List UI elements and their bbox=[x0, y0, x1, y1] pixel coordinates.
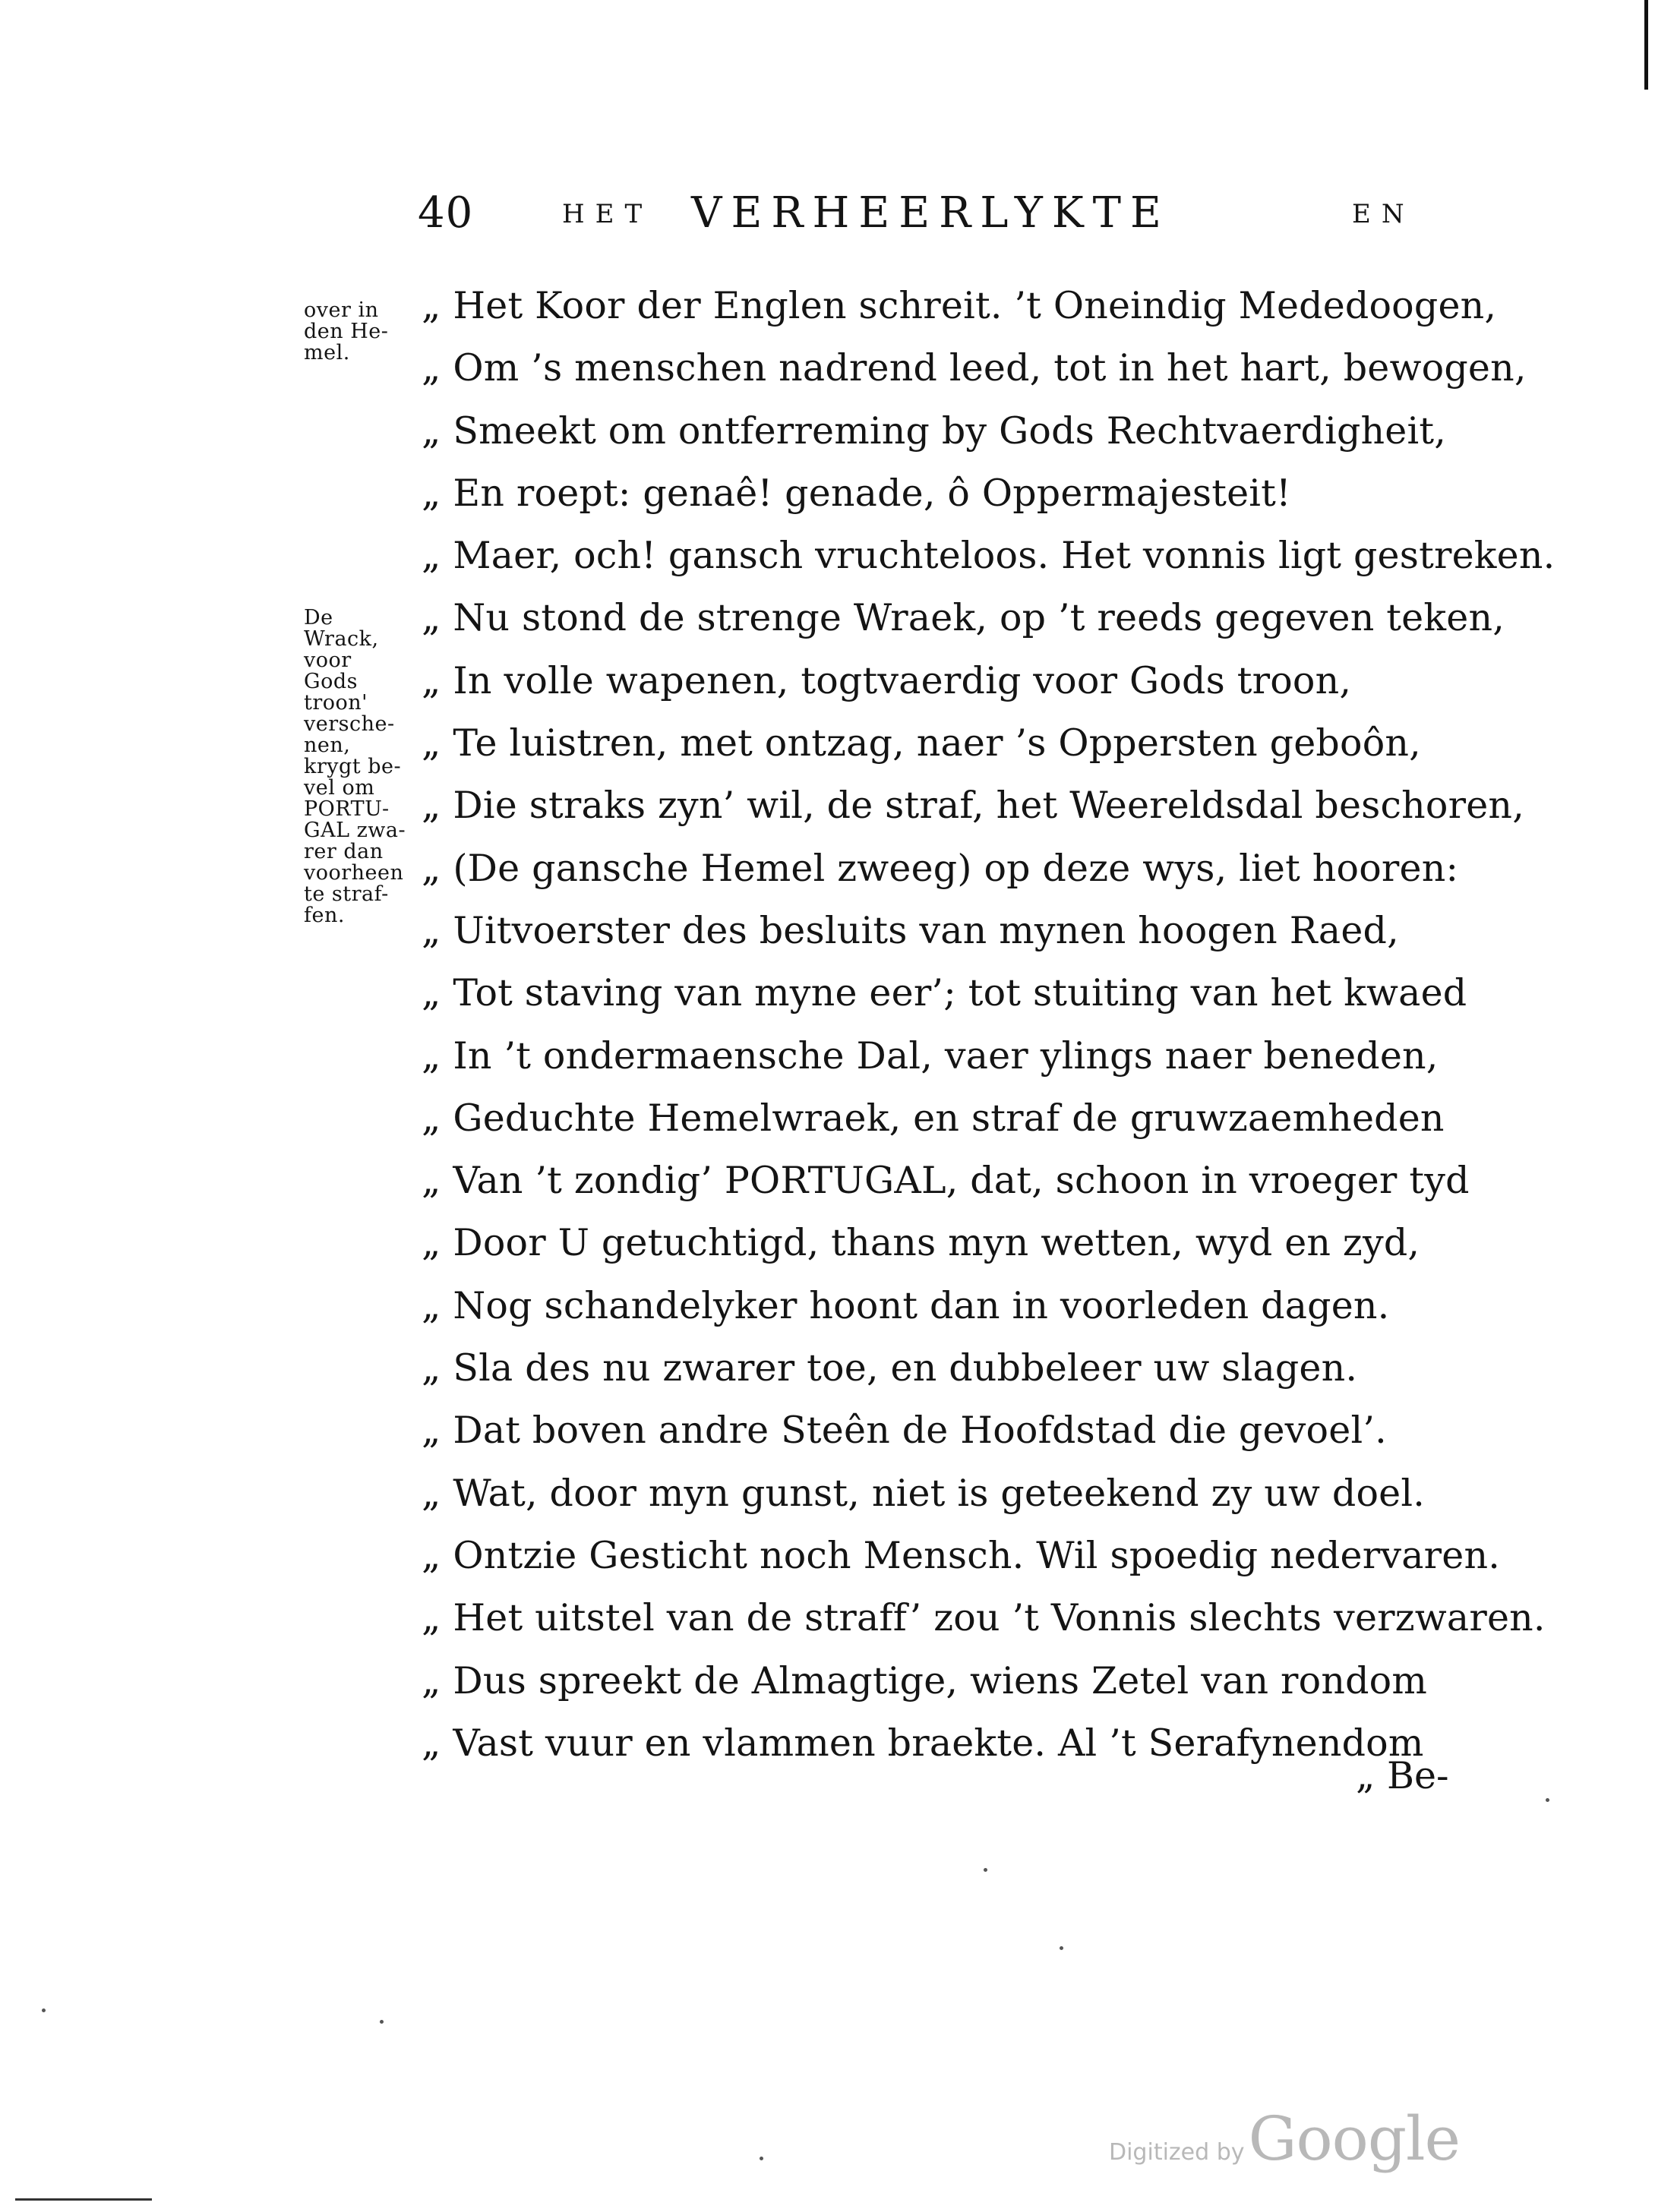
verse-line: „ Nog schandelyker hoont dan in voorleden dagen. bbox=[422, 1283, 1390, 1327]
verse-line: „ In ’t ondermaensche Dal, vaer ylings naer beneden, bbox=[422, 1033, 1439, 1078]
verse-line: „ En roept: genaê! genade, ô Oppermajesteit! bbox=[422, 471, 1291, 515]
verse-line: „ Vast vuur en vlammen braekte. Al ’t Serafynendom bbox=[422, 1721, 1424, 1765]
margin-note-heaven bbox=[304, 300, 410, 364]
ink-speck bbox=[760, 2157, 763, 2160]
running-header bbox=[418, 188, 1481, 257]
verse-line: „ Door U getuchtigd, thans myn wetten, wyd en zyd, bbox=[422, 1221, 1420, 1265]
header-title-prefix: HET bbox=[562, 199, 653, 229]
ink-speck bbox=[380, 2020, 384, 2024]
ink-speck bbox=[984, 1868, 987, 1872]
catchword: „ Be- bbox=[1356, 1754, 1449, 1797]
verse-line: „ Die straks zyn’ wil, de straf, het Weereldsdal beschoren, bbox=[422, 784, 1524, 828]
verse-line: „ Van ’t zondig’ PORTUGAL, dat, schoon in vroeger tyd bbox=[422, 1159, 1470, 1203]
margin-note-line: De bbox=[304, 606, 333, 630]
verse-line: „ Dat boven andre Steên de Hoofdstad die gevoel’. bbox=[422, 1409, 1387, 1453]
verse-line: „ Tot staving van myne eer’; tot stuiting van het kwaed bbox=[422, 971, 1467, 1015]
verse-line: „ Uitvoerster des besluits van mynen hoogen Raed, bbox=[422, 908, 1399, 952]
verse-line: „ Te luistren, met ontzag, naer ’s Oppersten geboôn, bbox=[422, 721, 1421, 765]
margin-note-line: versche- bbox=[304, 712, 395, 736]
scan-edge-line bbox=[15, 2198, 152, 2201]
verse-line: „ Dus spreekt de Almagtige, wiens Zetel van rondom bbox=[422, 1658, 1428, 1702]
verse-line: „ Wat, door myn gunst, niet is geteekend zy uw doel. bbox=[422, 1471, 1426, 1515]
margin-note-line: fen. bbox=[304, 904, 345, 927]
page-number: 40 bbox=[418, 188, 474, 238]
header-title-main: VERHEERLYKTE bbox=[691, 188, 1170, 238]
margin-note-line: voorheen bbox=[304, 861, 404, 885]
verse-line: „ Smeekt om ontferreming by Gods Rechtvaerdigheit, bbox=[422, 409, 1447, 453]
margin-note-line: krygt be- bbox=[304, 755, 402, 778]
verse-line: „ Geduchte Hemelwraek, en straf de gruwzaemheden bbox=[422, 1096, 1445, 1140]
verse-line: „ (De gansche Hemel zweeg) op deze wys, liet hooren: bbox=[422, 846, 1459, 890]
margin-note-line: te straf- bbox=[304, 882, 389, 906]
margin-note-line: rer dan bbox=[304, 840, 384, 863]
margin-note-line: over in bbox=[304, 298, 379, 322]
margin-note-line: voor bbox=[304, 648, 352, 672]
margin-note-line: PORTU- bbox=[304, 797, 390, 821]
verse-line: „ In volle wapenen, togtvaerdig voor Gods troon, bbox=[422, 658, 1352, 702]
ink-speck bbox=[42, 2008, 46, 2012]
margin-note-vengeance bbox=[304, 607, 418, 926]
margin-note-line: mel. bbox=[304, 341, 350, 364]
watermark-brand: Google bbox=[1248, 2103, 1460, 2174]
digitized-watermark bbox=[1109, 2103, 1460, 2174]
margin-note-line: den He- bbox=[304, 320, 389, 343]
ink-speck bbox=[1546, 1798, 1549, 1802]
verse-line: „ Sla des nu zwarer toe, en dubbeleer uw slagen. bbox=[422, 1346, 1358, 1390]
ink-speck bbox=[1060, 1946, 1063, 1950]
margin-note-line: GAL zwa- bbox=[304, 819, 406, 842]
verse-line: „ Ontzie Gesticht noch Mensch. Wil spoedig nedervaren. bbox=[422, 1533, 1501, 1577]
margin-note-line: troon' bbox=[304, 691, 368, 715]
verse-line: „ Het uitstel van de straff’ zou ’t Vonnis slechts verzwaren. bbox=[422, 1596, 1546, 1640]
verse-line: „ Om ’s menschen nadrend leed, tot in het hart, bewogen, bbox=[422, 346, 1527, 390]
verse-line: „ Maer, och! gansch vruchteloos. Het vonnis ligt gestreken. bbox=[422, 534, 1556, 578]
margin-note-line: Wrack, bbox=[304, 627, 379, 651]
verse-line: „ Nu stond de strenge Wraek, op ’t reeds gegeven teken, bbox=[422, 596, 1505, 640]
verse-body bbox=[422, 275, 1556, 1775]
watermark-prefix: Digitized by bbox=[1109, 2139, 1245, 2166]
header-title-suffix: EN bbox=[1352, 199, 1415, 229]
verse-line: „ Het Koor der Englen schreit. ’t Oneindig Mededoogen, bbox=[422, 284, 1497, 327]
margin-note-line: Gods bbox=[304, 670, 358, 693]
margin-note-line: vel om bbox=[304, 776, 375, 800]
margin-note-line: nen, bbox=[304, 734, 351, 757]
page-edge-mark bbox=[1644, 0, 1648, 90]
